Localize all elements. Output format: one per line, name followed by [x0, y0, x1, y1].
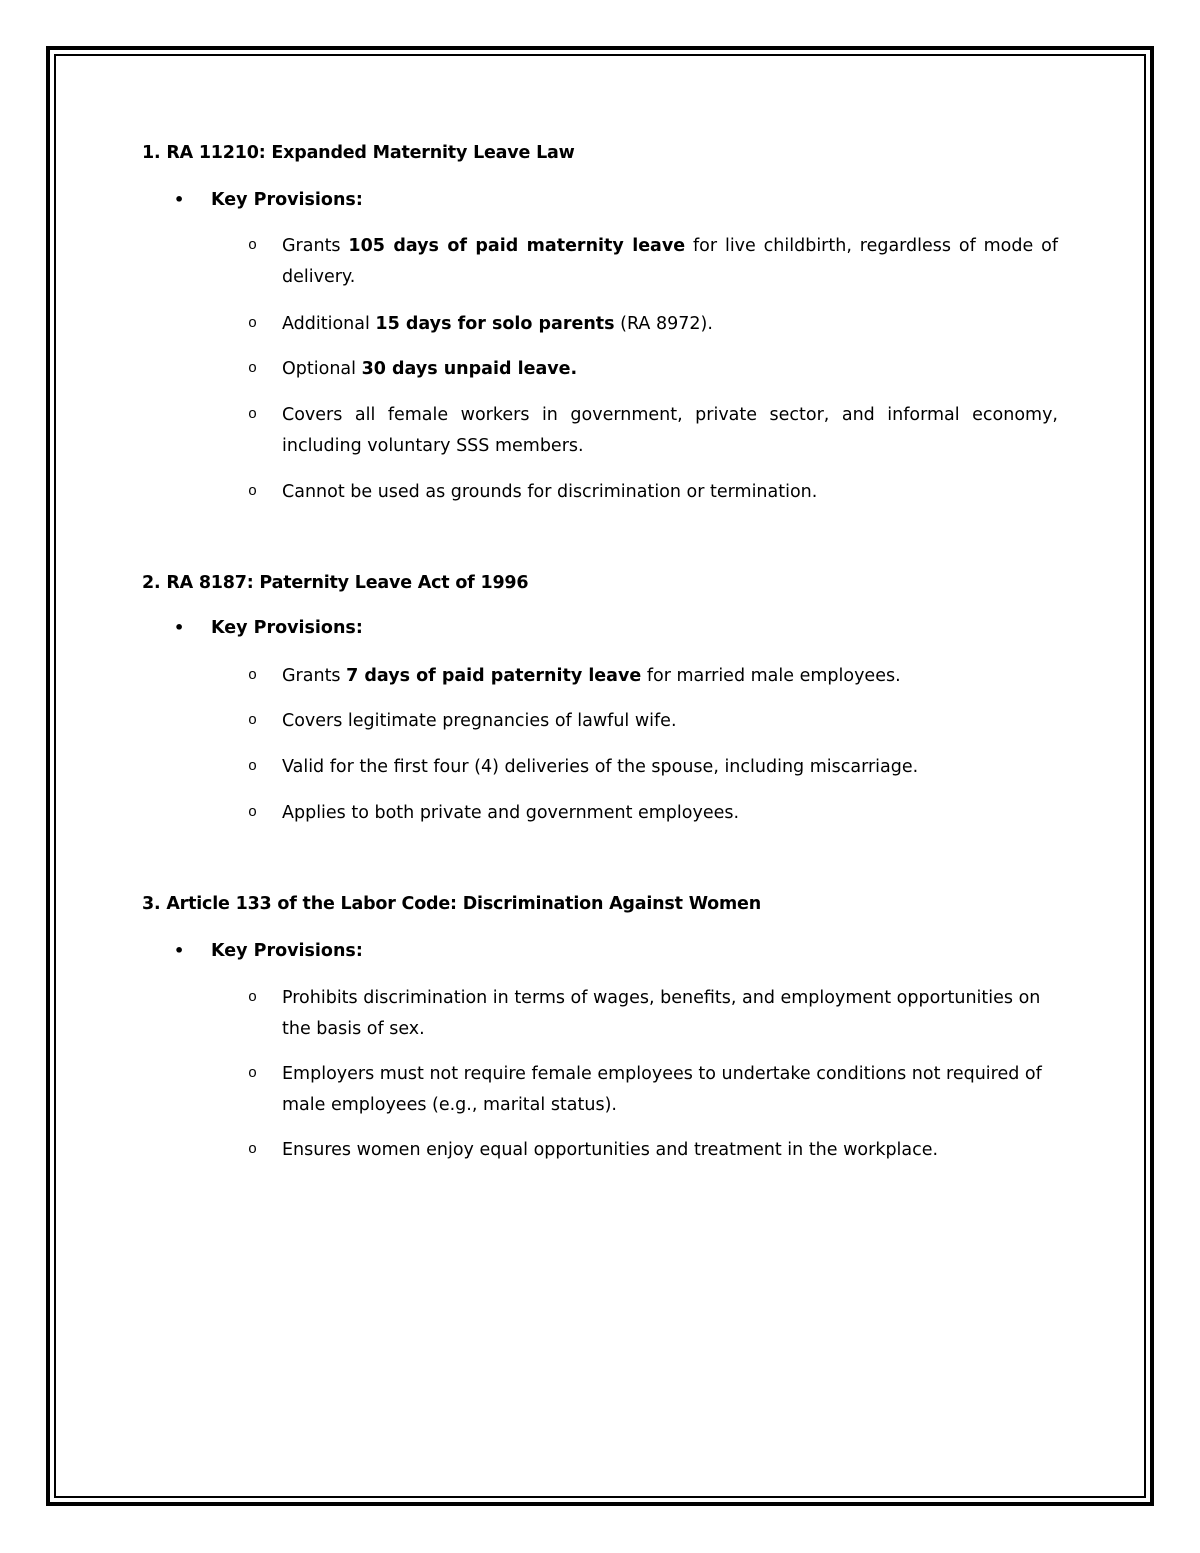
sub-bullet-icon: o: [248, 237, 258, 254]
sub-bullet-icon: o: [248, 1141, 258, 1158]
sub-bullet-icon: o: [248, 406, 258, 423]
item-text: Cannot be used as grounds for discrimination or termination.: [282, 482, 818, 502]
item-text: Valid for the first four (4) deliveries of the spouse, including miscarriage.: [282, 757, 919, 777]
sub-bullet-icon: o: [248, 804, 258, 821]
sub-bullet-icon: o: [248, 360, 258, 377]
item-text: Covers all female workers in government, private sector, and informal economy, including voluntary SSS members.: [282, 405, 1058, 456]
section-3-item-2: [248, 1059, 1058, 1120]
section-2-heading: 2. RA 8187: Paternity Leave Act of 1996: [142, 573, 529, 593]
item-text: Optional: [282, 359, 362, 379]
section-1-item-1: [248, 231, 1058, 292]
section-3-bullet: [174, 941, 363, 961]
section-2-item-3: [248, 752, 1058, 783]
item-text: Prohibits discrimination in terms of wages, benefits, and employment opportunities on the basis of sex.: [282, 988, 1041, 1039]
section-1-item-4: [248, 400, 1058, 461]
item-text: Grants: [282, 666, 347, 686]
sub-bullet-icon: o: [248, 758, 258, 775]
item-text: for married male employees.: [641, 666, 901, 686]
section-2-bullet: [174, 618, 363, 638]
section-3-item-3: [248, 1135, 1058, 1166]
sub-bullet-icon: o: [248, 712, 258, 729]
bullet-icon: •: [174, 190, 185, 209]
section-1-heading: 1. RA 11210: Expanded Maternity Leave Law: [142, 143, 575, 163]
section-1-item-3: [248, 354, 1058, 385]
item-text: for live childbirth, regardless of mode of delivery.: [282, 236, 1058, 287]
item-bold-text: 30 days unpaid leave.: [361, 359, 578, 379]
section-2-bullet-label: Key Provisions:: [211, 618, 363, 638]
bullet-icon: •: [174, 941, 185, 960]
item-text: (RA 8972).: [614, 314, 713, 334]
item-bold-text: 105 days of paid maternity leave: [348, 236, 686, 256]
section-1-item-5: [248, 477, 1058, 508]
item-text: Covers legitimate pregnancies of lawful wife.: [282, 711, 677, 731]
section-2-item-2: [248, 706, 1058, 737]
sub-bullet-icon: o: [248, 667, 258, 684]
section-1-bullet: [174, 190, 363, 210]
item-text: Ensures women enjoy equal opportunities and treatment in the workplace.: [282, 1140, 939, 1160]
section-3-item-1: [248, 983, 1058, 1044]
section-2-item-4: [248, 798, 1058, 829]
sub-bullet-icon: o: [248, 315, 258, 332]
item-bold-text: 15 days for solo parents: [375, 314, 615, 334]
item-text: Grants: [282, 236, 349, 256]
section-1-item-2: [248, 309, 1058, 340]
sub-bullet-icon: o: [248, 483, 258, 500]
bullet-icon: •: [174, 618, 185, 637]
sub-bullet-icon: o: [248, 989, 258, 1006]
sub-bullet-icon: o: [248, 1065, 258, 1082]
section-3-bullet-label: Key Provisions:: [211, 941, 363, 961]
item-text: Additional: [282, 314, 376, 334]
item-bold-text: 7 days of paid paternity leave: [346, 666, 642, 686]
section-1-bullet-label: Key Provisions:: [211, 190, 363, 210]
section-2-item-1: [248, 661, 1058, 692]
section-3-heading: 3. Article 133 of the Labor Code: Discrimination Against Women: [142, 894, 761, 914]
item-text: Employers must not require female employees to undertake conditions not required of male employees (e.g., marital status).: [282, 1064, 1042, 1115]
item-text: Applies to both private and government employees.: [282, 803, 740, 823]
